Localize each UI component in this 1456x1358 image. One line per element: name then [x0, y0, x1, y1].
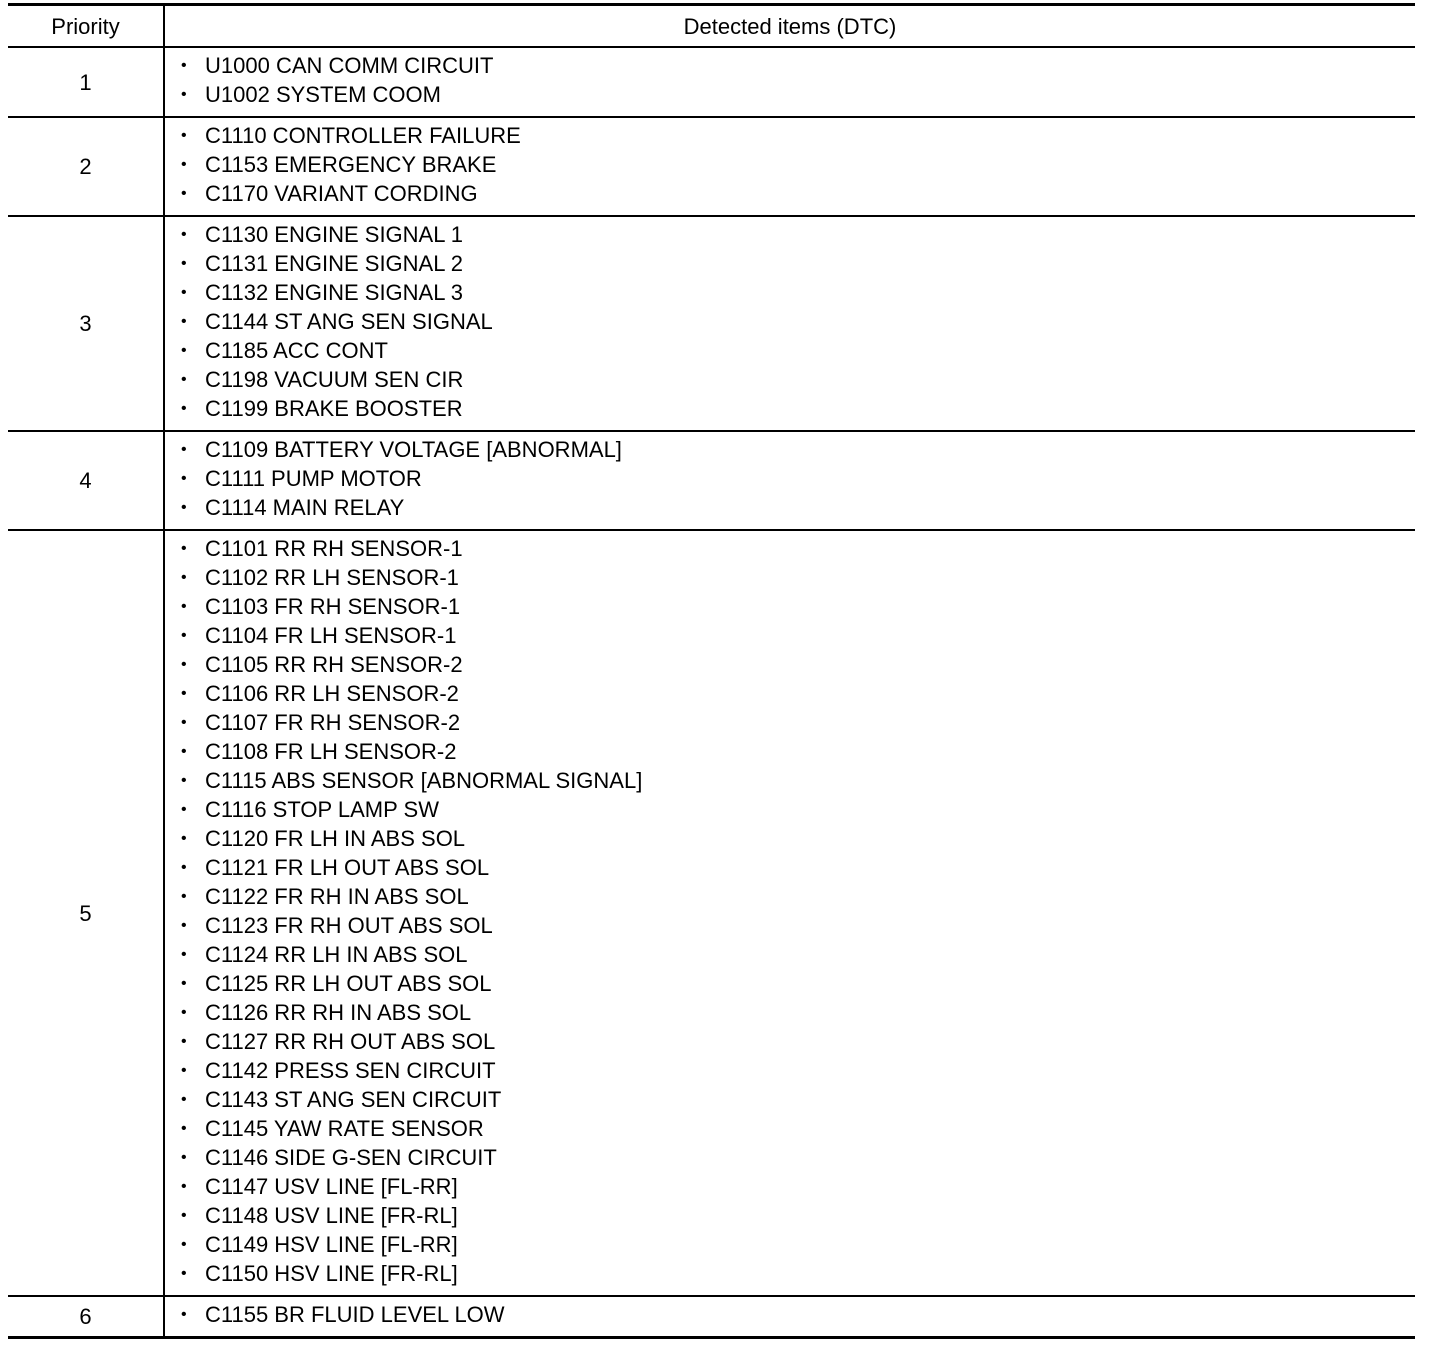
dtc-list-item: • C1122 FR RH IN ABS SOL	[179, 882, 1415, 911]
dtc-list-item: • C1143 ST ANG SEN CIRCUIT	[179, 1085, 1415, 1114]
table-row	[8, 47, 1415, 117]
dtc-list-item: • C1144 ST ANG SEN SIGNAL	[179, 307, 1415, 336]
dtc-list-item: • C1124 RR LH IN ABS SOL	[179, 940, 1415, 969]
dtc-list-item: • C1125 RR LH OUT ABS SOL	[179, 969, 1415, 998]
dtc-list	[165, 1300, 1415, 1329]
dtc-list-item: • U1002 SYSTEM COOM	[179, 80, 1415, 109]
dtc-list-item: • C1108 FR LH SENSOR-2	[179, 737, 1415, 766]
priority-cell: 4	[8, 431, 164, 530]
detected-items-cell	[164, 431, 1415, 530]
dtc-list	[165, 534, 1415, 1288]
dtc-list	[165, 51, 1415, 109]
dtc-list-item: • C1131 ENGINE SIGNAL 2	[179, 249, 1415, 278]
detected-items-cell	[164, 117, 1415, 216]
priority-cell: 2	[8, 117, 164, 216]
dtc-list-item: • C1103 FR RH SENSOR-1	[179, 592, 1415, 621]
table-body	[8, 47, 1415, 1338]
dtc-list-item: • C1148 USV LINE [FR-RL]	[179, 1201, 1415, 1230]
table-row	[8, 117, 1415, 216]
dtc-list-item: • C1123 FR RH OUT ABS SOL	[179, 911, 1415, 940]
dtc-list-item: • U1000 CAN COMM CIRCUIT	[179, 51, 1415, 80]
dtc-list-item: • C1146 SIDE G-SEN CIRCUIT	[179, 1143, 1415, 1172]
dtc-list-item: • C1120 FR LH IN ABS SOL	[179, 824, 1415, 853]
dtc-list-item: • C1115 ABS SENSOR [ABNORMAL SIGNAL]	[179, 766, 1415, 795]
dtc-list-item: • C1126 RR RH IN ABS SOL	[179, 998, 1415, 1027]
dtc-list-item: • C1114 MAIN RELAY	[179, 493, 1415, 522]
table-header	[8, 5, 1415, 48]
dtc-list-item: • C1106 RR LH SENSOR-2	[179, 679, 1415, 708]
dtc-list-item: • C1111 PUMP MOTOR	[179, 464, 1415, 493]
priority-cell: 5	[8, 530, 164, 1296]
dtc-list-item: • C1185 ACC CONT	[179, 336, 1415, 365]
dtc-list-item: • C1105 RR RH SENSOR-2	[179, 650, 1415, 679]
dtc-priority-table	[8, 3, 1415, 1339]
priority-cell: 1	[8, 47, 164, 117]
dtc-list-item: • C1153 EMERGENCY BRAKE	[179, 150, 1415, 179]
dtc-list-item: • C1101 RR RH SENSOR-1	[179, 534, 1415, 563]
dtc-list-item: • C1109 BATTERY VOLTAGE [ABNORMAL]	[179, 435, 1415, 464]
dtc-list-item: • C1104 FR LH SENSOR-1	[179, 621, 1415, 650]
dtc-list-item: • C1145 YAW RATE SENSOR	[179, 1114, 1415, 1143]
dtc-list-item: • C1149 HSV LINE [FL-RR]	[179, 1230, 1415, 1259]
table-row	[8, 431, 1415, 530]
dtc-list-item: • C1130 ENGINE SIGNAL 1	[179, 220, 1415, 249]
detected-items-cell	[164, 216, 1415, 431]
dtc-list-item: • C1116 STOP LAMP SW	[179, 795, 1415, 824]
dtc-list-item: • C1121 FR LH OUT ABS SOL	[179, 853, 1415, 882]
dtc-list-item: • C1150 HSV LINE [FR-RL]	[179, 1259, 1415, 1288]
dtc-list-item: • C1155 BR FLUID LEVEL LOW	[179, 1300, 1415, 1329]
header-row	[8, 5, 1415, 48]
dtc-list-item: • C1170 VARIANT CORDING	[179, 179, 1415, 208]
priority-column-header: Priority	[8, 5, 164, 48]
dtc-list-item: • C1127 RR RH OUT ABS SOL	[179, 1027, 1415, 1056]
detected-items-cell	[164, 530, 1415, 1296]
table-row	[8, 216, 1415, 431]
priority-cell: 6	[8, 1296, 164, 1338]
dtc-list-item: • C1132 ENGINE SIGNAL 3	[179, 278, 1415, 307]
dtc-list	[165, 435, 1415, 522]
detected-items-column-header: Detected items (DTC)	[164, 5, 1415, 48]
dtc-list-item: • C1199 BRAKE BOOSTER	[179, 394, 1415, 423]
detected-items-cell	[164, 47, 1415, 117]
dtc-list-item: • C1198 VACUUM SEN CIR	[179, 365, 1415, 394]
detected-items-cell	[164, 1296, 1415, 1338]
dtc-list-item: • C1102 RR LH SENSOR-1	[179, 563, 1415, 592]
dtc-list-item: • C1147 USV LINE [FL-RR]	[179, 1172, 1415, 1201]
dtc-list-item: • C1107 FR RH SENSOR-2	[179, 708, 1415, 737]
table-row	[8, 1296, 1415, 1338]
table-row	[8, 530, 1415, 1296]
dtc-list	[165, 121, 1415, 208]
priority-cell: 3	[8, 216, 164, 431]
dtc-list	[165, 220, 1415, 423]
dtc-list-item: • C1110 CONTROLLER FAILURE	[179, 121, 1415, 150]
dtc-list-item: • C1142 PRESS SEN CIRCUIT	[179, 1056, 1415, 1085]
